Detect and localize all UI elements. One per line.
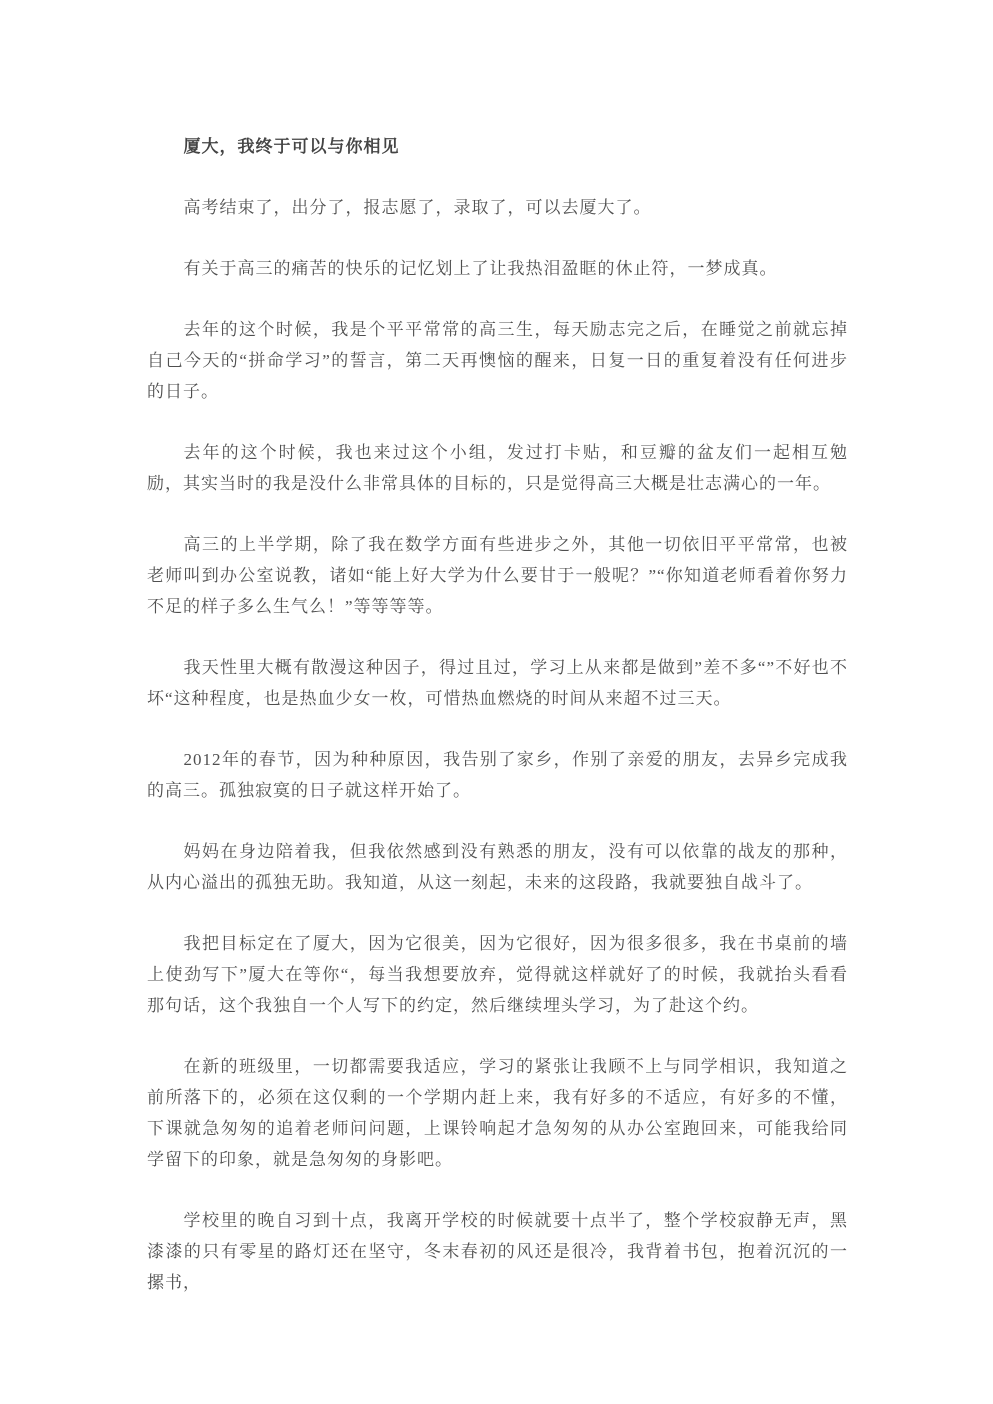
article-paragraph: 在新的班级里，一切都需要我适应，学习的紧张让我顾不上与同学相识，我知道之前所落下的，必须在这仅剩的一个学期内赶上来，我有好多的不适应，有好多的不懂，下课就急匆匆的追着老师问问题，上课铃响起才急匆匆的从办公室跑回来，可能我给同学留下的印象，就是急匆匆的身影吧。 <box>147 1057 848 1169</box>
article-paragraph: 有关于高三的痛苦的快乐的记忆划上了让我热泪盈眶的休止符，一梦成真。 <box>183 259 778 278</box>
article-paragraph: 学校里的晚自习到十点，我离开学校的时候就要十点半了，整个学校寂静无声，黑漆漆的只有零星的路灯还在坚守，冬末春初的风还是很冷，我背着书包，抱着沉沉的一摞书， <box>147 1211 848 1292</box>
article-body <box>147 131 848 1298</box>
article-paragraph: 去年的这个时候，我也来过这个小组，发过打卡贴，和豆瓣的盆友们一起相互勉励，其实当时的我是没什么非常具体的目标的，只是觉得高三大概是壮志满心的一年。 <box>147 443 848 493</box>
article-paragraph: 我天性里大概有散漫这种因子，得过且过，学习上从来都是做到”差不多“”不好也不坏“这种程度，也是热血少女一枚，可惜热血燃烧的时间从来超不过三天。 <box>147 658 848 708</box>
article-paragraph: 妈妈在身边陪着我，但我依然感到没有熟悉的朋友，没有可以依靠的战友的那种，从内心溢出的孤独无助。我知道，从这一刻起，未来的这段路，我就要独自战斗了。 <box>147 842 848 892</box>
article-paragraph: 2012年的春节，因为种种原因，我告别了家乡，作别了亲爱的朋友，去异乡完成我的高三。孤独寂寞的日子就这样开始了。 <box>147 750 848 800</box>
article-paragraph: 高考结束了，出分了，报志愿了，录取了，可以去厦大了。 <box>183 198 652 217</box>
article-paragraph: 高三的上半学期，除了我在数学方面有些进步之外，其他一切依旧平平常常，也被老师叫到办公室说教，诸如“能上好大学为什么要甘于一般呢？”“你知道老师看着你努力不足的样子多么生气么！”等等等等。 <box>147 535 848 616</box>
article-paragraph: 去年的这个时候，我是个平平常常的高三生，每天励志完之后，在睡觉之前就忘掉自己今天的“拼命学习”的誓言，第二天再懊恼的醒来，日复一日的重复着没有任何进步的日子。 <box>147 320 848 401</box>
article-paragraph: 我把目标定在了厦大，因为它很美，因为它很好，因为很多很多，我在书桌前的墙上使劲写下”厦大在等你“，每当我想要放弃，觉得就这样就好了的时候，我就抬头看看那句话，这个我独自一个人写下的约定，然后继续埋头学习，为了赴这个约。 <box>147 934 848 1015</box>
article-title: 厦大，我终于可以与你相见 <box>183 137 400 156</box>
